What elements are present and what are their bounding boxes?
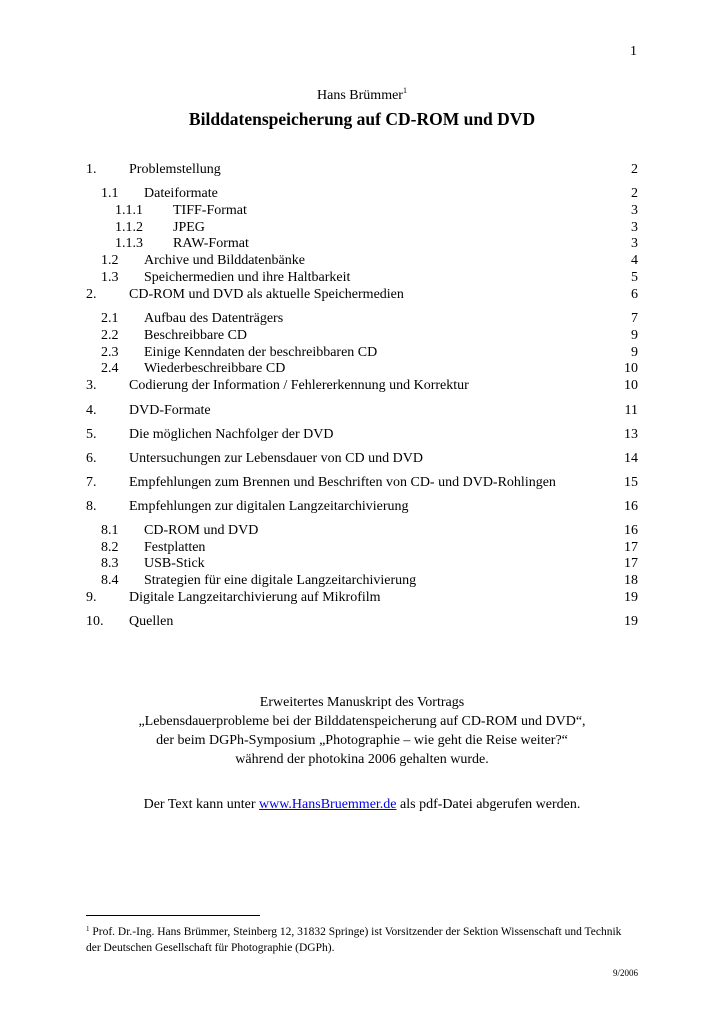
toc-entry-title: Archive und Bilddatenbänke [144,253,305,268]
toc-entry-number: 3. [86,378,97,393]
toc-entry-number: 2.1 [101,311,119,326]
manuscript-line-4: während der photokina 2006 gehalten wurde. [235,752,489,767]
toc-entry-number: 1. [86,162,97,177]
toc-entry [86,185,638,203]
toc-entry-page: 17 [624,540,638,555]
toc-entry-page: 10 [624,361,638,376]
footnote-text: Prof. Dr.-Ing. Hans Brümmer, Steinberg 12, 31832 Springe) ist Vorsitzender der Sektion Wissenschaft und Technik der Deutschen Gesellschaft für Photographie (DGPh). [86,926,622,954]
toc-entry [86,450,638,468]
toc-entry-title: Festplatten [144,540,206,555]
toc-entry-page: 19 [624,590,638,605]
toc-entry-number: 8.2 [101,540,119,555]
author-line [0,86,724,104]
toc-entry-title: CD-ROM und DVD [144,523,259,538]
toc-entry [86,498,638,516]
toc-entry-page: 18 [624,573,638,588]
manuscript-line-3: der beim DGPh-Symposium „Photographie – wie geht die Reise weiter?“ [156,733,568,748]
toc-entry [86,572,638,590]
toc-entry-title: Digitale Langzeitarchivierung auf Mikrofilm [129,590,381,605]
toc-entry [86,252,638,270]
footnote [86,921,638,956]
document-title: Bilddatenspeicherung auf CD-ROM und DVD [188,109,536,129]
toc-entry [86,235,638,253]
toc-entry-page: 15 [624,475,638,490]
toc-entry-number: 8. [86,499,97,514]
download-note-after: als pdf-Datei abgerufen werden. [396,797,581,812]
toc-entry-page: 16 [624,523,638,538]
toc-entry-title: RAW-Format [173,236,249,251]
toc-entry-title: Empfehlungen zur digitalen Langzeitarchivierung [129,499,409,514]
toc-entry-number: 8.4 [101,573,119,588]
manuscript-line-1: Erweitertes Manuskript des Vortrags [259,695,465,710]
toc-entry-page: 3 [631,203,638,218]
toc-entry-number: 2.4 [101,361,119,376]
toc-entry-number: 6. [86,451,97,466]
toc-entry-page: 9 [631,345,638,360]
toc-entry-page: 6 [631,287,638,302]
toc-entry-title: Untersuchungen zur Lebensdauer von CD und DVD [129,451,423,466]
toc-entry-title: USB-Stick [144,556,205,571]
toc-entry [86,613,638,631]
toc-entry [86,474,638,492]
toc-entry [86,522,638,540]
toc-entry-title: Speichermedien und ihre Haltbarkeit [144,270,351,285]
toc-entry-title: Dateiformate [144,186,218,201]
toc-entry-number: 1.1.1 [115,203,143,218]
toc-entry [86,555,638,573]
toc-entry-number: 1.1.3 [115,236,143,251]
toc-entry [86,360,638,378]
toc-entry-page: 11 [624,403,638,418]
toc-entry-page: 4 [631,253,638,268]
toc-entry-number: 2.3 [101,345,119,360]
toc-entry-number: 10. [86,614,104,629]
toc-entry [86,402,638,420]
toc-entry-page: 16 [624,499,638,514]
toc-entry-page: 14 [624,451,638,466]
toc-entry-page: 9 [631,328,638,343]
toc-entry-title: DVD-Formate [129,403,211,418]
toc-entry [86,426,638,444]
document-date: 9/2006 [612,968,638,978]
toc-entry-page: 3 [631,236,638,251]
toc-entry-number: 9. [86,590,97,605]
toc-entry [86,161,638,179]
author-name: Hans Brümmer [317,88,403,103]
toc-entry-page: 2 [631,186,638,201]
toc-entry [86,269,638,287]
manuscript-line-2: „Lebensdauerprobleme bei der Bilddatenspeicherung auf CD-ROM und DVD“, [138,714,586,729]
toc-entry-page: 7 [631,311,638,326]
toc-entry-title: Codierung der Information / Fehlererkennung und Korrektur [129,378,469,393]
toc-entry [86,589,638,607]
toc-entry [86,327,638,345]
footnote-mark: 1 [402,86,407,95]
toc-entry-title: Wiederbeschreibbare CD [144,361,286,376]
toc-entry-number: 2.2 [101,328,119,343]
toc-entry-number: 1.1.2 [115,220,143,235]
toc-entry-page: 3 [631,220,638,235]
toc-entry-number: 4. [86,403,97,418]
toc-entry-title: Beschreibbare CD [144,328,248,343]
toc-entry-page: 2 [631,162,638,177]
toc-entry-page: 17 [624,556,638,571]
toc-entry-number: 1.2 [101,253,119,268]
download-note [0,795,724,814]
toc-entry-page: 5 [631,270,638,285]
toc-entry-page: 10 [624,378,638,393]
toc-entry-title: Problemstellung [129,162,221,177]
toc-entry-title: TIFF-Format [173,203,247,218]
download-note-before: Der Text kann unter [143,797,259,812]
toc-entry-number: 8.1 [101,523,119,538]
footnote-number: 1 [86,925,90,933]
toc-entry-title: Aufbau des Datenträgers [144,311,284,326]
toc-entry-number: 5. [86,427,97,442]
toc-entry-page: 19 [624,614,638,629]
toc-entry [86,377,638,395]
website-link[interactable]: www.HansBruemmer.de [259,797,397,812]
toc-entry-title: CD-ROM und DVD als aktuelle Speichermedien [129,287,404,302]
toc-entry-number: 1.3 [101,270,119,285]
toc-entry-title: Strategien für eine digitale Langzeitarchivierung [144,573,417,588]
page-number: 1 [630,44,637,59]
toc-entry-title: Quellen [129,614,174,629]
toc-entry-title: Die möglichen Nachfolger der DVD [129,427,334,442]
toc-entry [86,286,638,304]
toc-entry-title: JPEG [173,220,205,235]
toc-entry [86,310,638,328]
footnote-divider [86,915,260,916]
toc-entry-number: 7. [86,475,97,490]
toc-entry-number: 1.1 [101,186,119,201]
toc-entry-page: 13 [624,427,638,442]
toc-entry-title: Empfehlungen zum Brennen und Beschriften von CD- und DVD-Rohlingen [129,475,556,490]
toc-entry-title: Einige Kenndaten der beschreibbaren CD [144,345,378,360]
toc-entry-number: 2. [86,287,97,302]
toc-entry [86,202,638,220]
toc-entry-number: 8.3 [101,556,119,571]
